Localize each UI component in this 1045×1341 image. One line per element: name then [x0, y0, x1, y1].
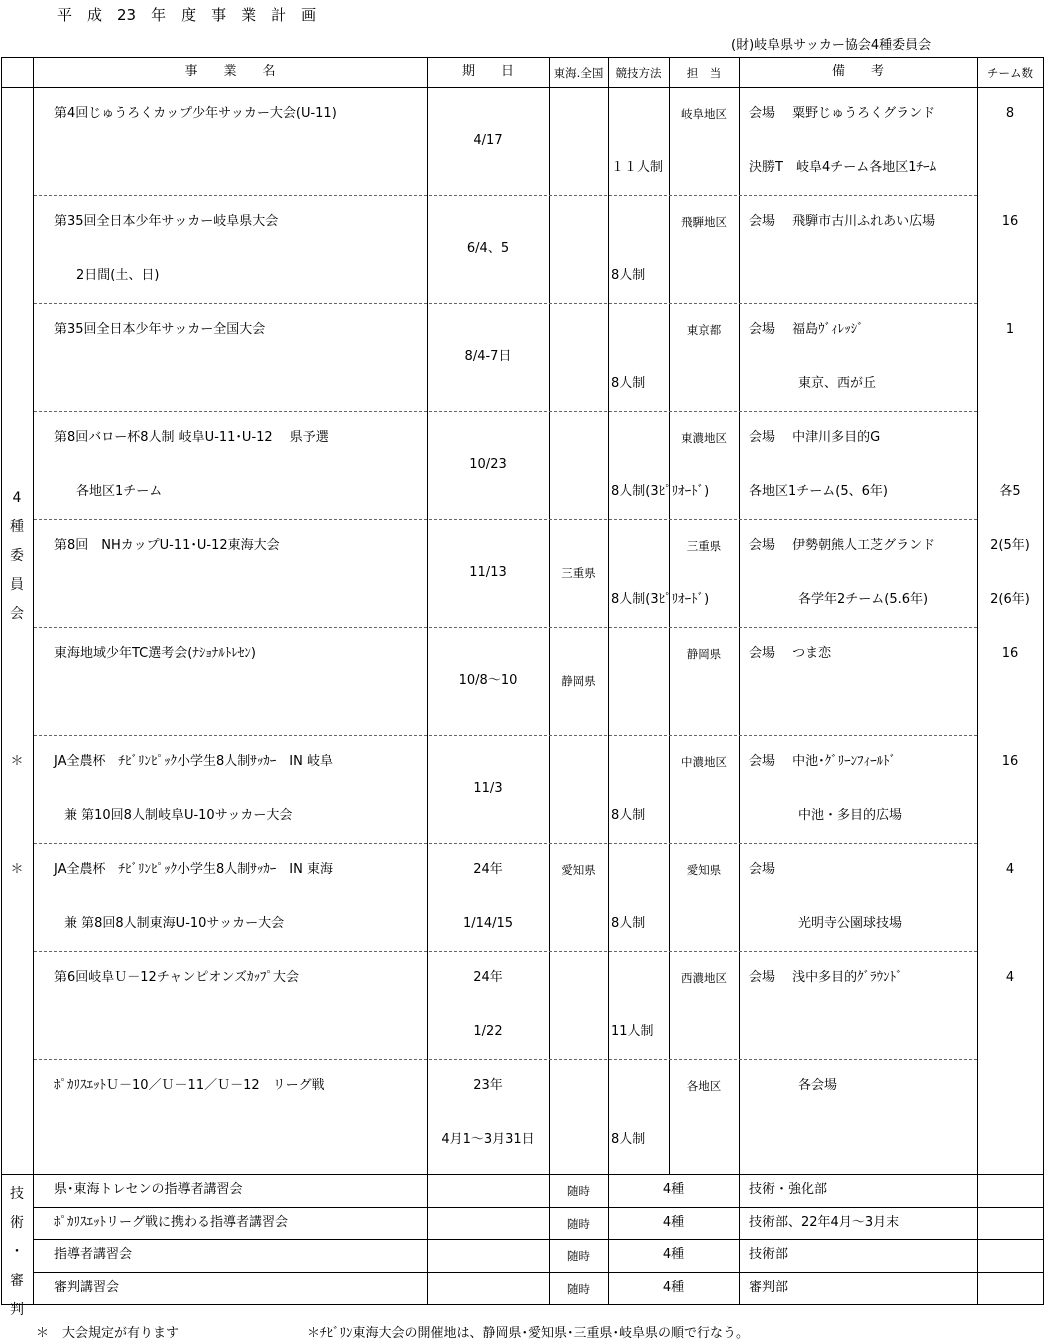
header-charge: 担 当: [686, 66, 722, 80]
event-team-count-sub: 各5: [999, 484, 1021, 499]
training-timing: 随時: [567, 1217, 590, 1231]
event-note-sub: 各学年2チーム(5.6年): [798, 592, 929, 607]
event-charge: 岐阜地区: [681, 107, 727, 121]
event-team-count: 16: [1001, 214, 1019, 229]
event-team-count: 4: [1005, 970, 1015, 985]
event-date: 1/14/15: [462, 916, 514, 931]
training-name: 審判講習会: [54, 1280, 120, 1295]
event-team-count: 4: [1005, 862, 1015, 877]
event-team-count-sub: 2(6年): [990, 592, 1030, 607]
event-name: JA全農杯 ﾁﾋﾞﾘﾝﾋﾟｯｸ小学生8人制ｻｯｶｰ IN 岐阜: [54, 754, 333, 769]
table-rule: [977, 57, 978, 1305]
event-note: 会場 中津川多目的G: [749, 430, 881, 445]
row-divider: [34, 735, 977, 736]
table-rule: [1, 57, 1044, 58]
event-method: 8人制: [611, 808, 646, 823]
event-name: 第4回じゅうろくカップ少年サッカー大会(U-11): [54, 106, 337, 121]
footnote-venue-rotation: ＊ﾁﾋﾞﾘﾝ東海大会の開催地は、静岡県･愛知県･三重県･岐阜県の順で行なう。: [307, 1326, 750, 1341]
event-name-sub: 兼 第8回8人制東海U-10サッカー大会: [64, 916, 285, 931]
page-title: 平 成 23 年 度 事 業 計 画: [57, 6, 317, 24]
event-date: 10/23: [469, 457, 507, 472]
table-rule: [33, 1207, 1043, 1208]
event-name: 第35回全日本少年サッカー全国大会: [54, 322, 266, 337]
section-label-tech-referee-char: 技: [10, 1186, 24, 1202]
event-method: 8人制(3ﾋﾟﾘｵｰﾄﾞ): [611, 592, 710, 607]
event-charge: 三重県: [686, 539, 722, 553]
training-name: 指導者講習会: [54, 1247, 133, 1262]
event-note: 会場 伊勢朝熊人工芝グランド: [749, 538, 936, 553]
header-notes: 備 考: [831, 64, 884, 79]
section-label-tech-referee-char: 判: [10, 1302, 24, 1318]
section-label-committee-char: 員: [10, 577, 24, 593]
event-name-sub: 兼 第10回8人制岐阜U-10サッカー大会: [64, 808, 293, 823]
training-charge: 4種: [662, 1215, 685, 1230]
row-divider: [34, 951, 977, 952]
event-note: 会場 つま恋: [749, 646, 832, 661]
event-charge: 東京都: [686, 323, 722, 337]
table-rule: [1, 1174, 1044, 1175]
table-rule: [1, 1304, 1044, 1305]
event-method: 11人制: [611, 1024, 654, 1039]
table-rule: [33, 1272, 1043, 1273]
header-event-name: 事 業 名: [184, 64, 276, 79]
event-name: JA全農杯 ﾁﾋﾞﾘﾝﾋﾟｯｸ小学生8人制ｻｯｶｰ IN 東海: [54, 862, 333, 877]
row-divider: [34, 627, 977, 628]
table-rule: [739, 57, 740, 1305]
rules-mark: ＊: [10, 754, 24, 769]
row-divider: [34, 519, 977, 520]
event-charge: 西濃地区: [681, 971, 727, 985]
event-name: 第8回 NHカップU-11･U-12東海大会: [54, 538, 280, 553]
row-divider: [34, 1059, 977, 1060]
training-charge: 4種: [662, 1182, 685, 1197]
event-note-sub: 各地区1チーム(5、6年): [749, 484, 888, 499]
event-date: 11/3: [473, 781, 503, 796]
event-date: 4月1〜3月31日: [441, 1132, 535, 1147]
event-date: 10/8〜10: [458, 673, 518, 688]
training-timing: 随時: [567, 1282, 590, 1296]
training-name: ﾎﾟｶﾘｽｴｯﾄリーグ戦に携わる指導者講習会: [54, 1215, 289, 1230]
training-name: 県･東海トレセンの指導者講習会: [54, 1182, 243, 1197]
event-charge: 静岡県: [686, 647, 722, 661]
training-note: 技術部: [749, 1247, 789, 1262]
event-team-count: 1: [1005, 322, 1015, 337]
event-note: 会場 浅中多目的ｸﾞﾗｳﾝﾄﾞ: [749, 970, 903, 985]
event-tokai-national: 静岡県: [561, 674, 596, 688]
row-divider: [34, 843, 977, 844]
table-rule: [33, 1239, 1043, 1240]
event-date: 8/4-7日: [464, 349, 512, 364]
header-tokai-national: 東海.全国: [553, 66, 604, 80]
event-charge: 飛騨地区: [681, 215, 727, 229]
event-name: 第35回全日本少年サッカー岐阜県大会: [54, 214, 279, 229]
table-rule: [1, 57, 2, 1305]
event-note: 会場: [749, 862, 776, 877]
event-date: 4/17: [473, 133, 503, 148]
event-method: 8人制(3ﾋﾟﾘｵｰﾄﾞ): [611, 484, 710, 499]
header-date: 期 日: [461, 64, 514, 79]
event-tokai-national: 三重県: [561, 566, 596, 580]
section-label-tech-referee: [2, 1180, 32, 1325]
event-note-sub: 東京、西が丘: [798, 376, 877, 391]
event-team-count: 16: [1001, 754, 1019, 769]
section-label-tech-referee-char: ・: [10, 1244, 24, 1260]
event-name: ﾎﾟｶﾘｽｴｯﾄＵ－10／Ｕ－11／Ｕ－12 リーグ戦: [54, 1078, 325, 1093]
event-note: 会場 福島ｳﾞｨﾚｯｼﾞ: [749, 322, 864, 337]
event-team-count: 8: [1005, 106, 1015, 121]
event-charge: 中濃地区: [681, 755, 727, 769]
section-label-tech-referee-char: 術: [10, 1215, 24, 1231]
event-method: １１人制: [611, 160, 664, 175]
header-team-count: チーム数: [987, 66, 1033, 80]
table-rule: [33, 57, 34, 1305]
event-date: 11/13: [469, 565, 507, 580]
event-note-sub: 中池・多目的広場: [798, 808, 903, 823]
event-note-sub: 光明寺公園球技場: [798, 916, 903, 931]
training-note: 審判部: [749, 1280, 789, 1295]
rules-mark: ＊: [10, 862, 24, 877]
row-divider: [34, 303, 977, 304]
training-timing: 随時: [567, 1249, 590, 1263]
section-label-committee-char: 委: [10, 548, 24, 564]
header-method: 競技方法: [615, 66, 662, 80]
table-rule: [1, 87, 1044, 88]
event-date-year: 23年: [473, 1078, 503, 1093]
footnote-rules: ＊ 大会規定が有ります: [36, 1326, 180, 1341]
event-name-sub: 2日間(土、日): [76, 268, 160, 283]
event-charge: 愛知県: [686, 863, 722, 877]
event-charge: 東濃地区: [681, 431, 727, 445]
event-name: 第6回岐阜Ｕ－12チャンピオンズｶｯﾌﾟ大会: [54, 970, 300, 985]
section-label-tech-referee-char: 審: [10, 1273, 24, 1289]
event-method: 8人制: [611, 376, 646, 391]
section-label-committee-char: 種: [10, 519, 24, 535]
event-team-count: 2(5年): [990, 538, 1030, 553]
training-charge: 4種: [662, 1280, 685, 1295]
event-note: 会場 粟野じゅうろくグランド: [749, 106, 936, 121]
event-method: 8人制: [611, 916, 646, 931]
row-divider: [34, 411, 977, 412]
table-rule: [608, 57, 609, 1305]
event-date-year: 24年: [473, 862, 503, 877]
organization-label: (財)岐阜県サッカー協会4種委員会: [731, 38, 932, 53]
row-divider: [34, 195, 977, 196]
event-method: 8人制: [611, 1132, 646, 1147]
event-note: 会場 飛騨市古川ふれあい広場: [749, 214, 936, 229]
training-note: 技術・強化部: [749, 1182, 828, 1197]
section-label-committee: [2, 484, 32, 629]
training-note: 技術部、22年4月〜3月末: [749, 1215, 900, 1230]
event-name-sub: 各地区1チーム: [76, 484, 163, 499]
event-date: 6/4、5: [466, 241, 510, 256]
event-method: 8人制: [611, 268, 646, 283]
training-timing: 随時: [567, 1184, 590, 1198]
event-date-year: 24年: [473, 970, 503, 985]
event-charge: 各地区: [686, 1079, 722, 1093]
event-date: 1/22: [473, 1024, 503, 1039]
event-tokai-national: 愛知県: [561, 863, 596, 877]
event-note: 各会場: [798, 1078, 838, 1093]
event-name: 第8回バロー杯8人制 岐阜U-11･U-12 県予選: [54, 430, 329, 445]
table-rule: [1043, 57, 1044, 1305]
section-label-committee-char: 会: [10, 606, 24, 622]
event-note-sub: 決勝T 岐阜4チーム各地区1ﾁｰﾑ: [749, 160, 936, 175]
event-team-count: 16: [1001, 646, 1019, 661]
event-name: 東海地域少年TC選考会(ﾅｼｮﾅﾙﾄﾚｾﾝ): [54, 646, 256, 661]
section-label-committee-char: 4: [12, 490, 22, 506]
training-charge: 4種: [662, 1247, 685, 1262]
event-note: 会場 中池･ｸﾞﾘｰﾝﾌｨｰﾙﾄﾞ: [749, 754, 897, 769]
